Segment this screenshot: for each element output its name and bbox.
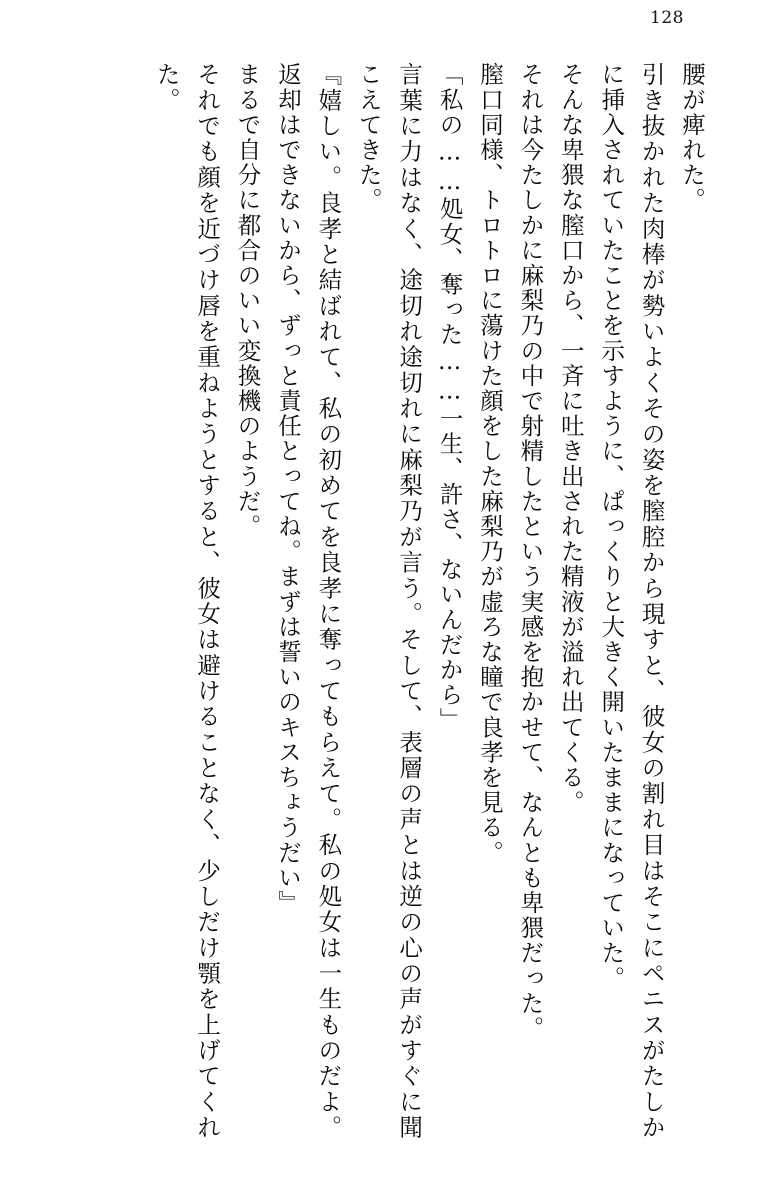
paragraph: 引き抜かれた肉棒が勢いよくその姿を膣腔から現すと、彼女の割れ目はそこにペニスがたしかに挿入されていたことを示すように、ぱっくりと大きく開いたままになっていた。 — [597, 62, 666, 1140]
paragraph: それでも顔を近づけ唇を重ねようとすると、彼女は避けることなく、少しだけ顎を上げてくれた。 — [152, 62, 222, 1140]
paragraph: 『嬉しい。良孝と結ばれて、私の初めてを良孝に奪ってもらえて。私の処女は一生ものだよ。返却はできないから、ずっと責任とってね。まずは誓いのキスちょうだい』 — [273, 62, 343, 1140]
paragraph: それは今たしかに麻梨乃の中で射精したという実感を抱かせて、なんとも卑猥だった。 — [516, 62, 545, 1041]
paragraph: まるで自分に都合のいい変換機のようだ。 — [233, 62, 262, 539]
paragraph: 膣口同様、トロトロに蕩けた顔をした麻梨乃が虚ろな瞳で良孝を見る。 — [475, 62, 504, 866]
page-number: 128 — [650, 8, 684, 28]
paragraph: 「私の……処女、奪った……一生、許さ、ないんだから」 — [435, 62, 464, 733]
paragraph: そんな卑猥な膣口から、一斉に吐き出された精液が溢れ出てくる。 — [556, 62, 585, 815]
paragraph: 腰が痺れた。 — [678, 62, 706, 213]
paragraph: 言葉に力はなく、途切れ途切れに麻梨乃が言う。そして、表層の声とは逆の心の声がすぐに聞こえてきた。 — [354, 62, 424, 1140]
page-body-text — [60, 62, 712, 1140]
